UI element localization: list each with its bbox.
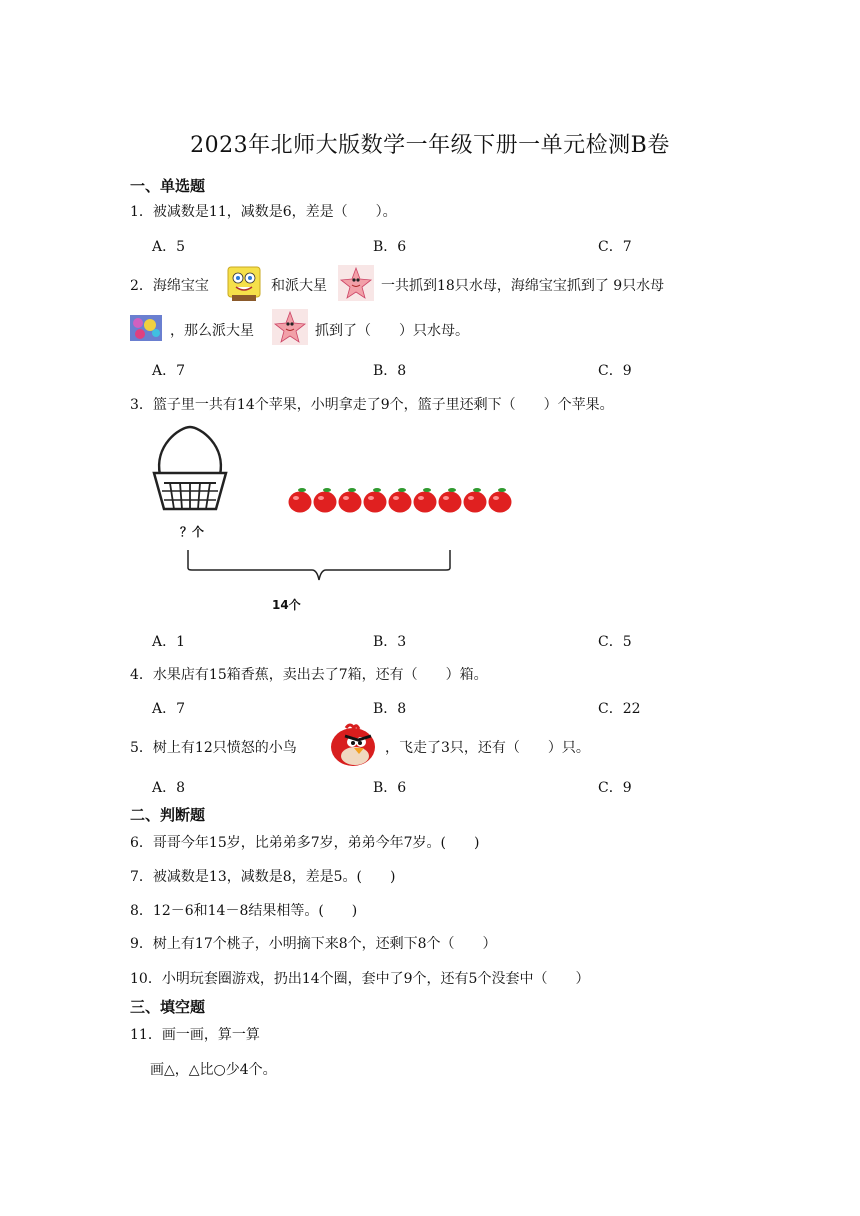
basket-unknown-label: ？个	[180, 525, 205, 539]
apple-icon	[439, 488, 462, 513]
q2-option-c[interactable]: C．9	[598, 363, 632, 379]
question-2-part5: 抓到了（ ）只水母。	[315, 323, 469, 339]
question-1: 1．被减数是11，减数是6，差是（ ）。	[130, 204, 397, 220]
apple-icon	[314, 488, 337, 513]
section-heading-true-false: 二、判断题	[130, 806, 206, 824]
apple-icon	[464, 488, 487, 513]
q4-option-a[interactable]: A．7	[152, 701, 186, 717]
apple-icon	[489, 488, 512, 513]
question-11-instruction: 画△，△比○少4个。	[150, 1062, 277, 1078]
q4-option-b[interactable]: B．8	[373, 701, 407, 717]
apple-icon	[414, 488, 437, 513]
question-2-part4: ，那么派大星	[170, 323, 254, 339]
patrick-star-image	[338, 265, 374, 301]
q2-option-b[interactable]: B．8	[373, 363, 407, 379]
q3-option-c[interactable]: C．5	[598, 634, 632, 650]
q5-option-c[interactable]: C．9	[598, 780, 632, 796]
apples-row	[288, 486, 514, 514]
q1-option-b[interactable]: B．6	[373, 239, 407, 255]
question-10: 10．小明玩套圈游戏，扔出14个圈，套中了9个，还有5个没套中（ ）	[130, 971, 590, 987]
q1-option-c[interactable]: C．7	[598, 239, 632, 255]
question-4: 4．水果店有15箱香蕉，卖出去了7箱，还有（ ）箱。	[130, 667, 488, 683]
question-5-part1: 5．树上有12只愤怒的小鸟	[130, 740, 297, 756]
q5-option-a[interactable]: A．8	[152, 780, 186, 796]
jellyfish-image	[130, 315, 162, 341]
total-apples-label: 14个	[272, 598, 301, 612]
page-title: 2023年北师大版数学一年级下册一单元检测B卷	[190, 133, 670, 158]
apple-icon	[364, 488, 387, 513]
spongebob-image	[224, 265, 264, 303]
q3-option-a[interactable]: A．1	[152, 634, 186, 650]
question-5-part2: ，飞走了3只，还有（ ）只。	[385, 740, 590, 756]
q1-option-a[interactable]: A．5	[152, 239, 186, 255]
q4-option-c[interactable]: C．22	[598, 701, 641, 717]
question-11: 11．画一画，算一算	[130, 1027, 260, 1043]
q3-option-b[interactable]: B．3	[373, 634, 407, 650]
patrick-star-image-2	[272, 309, 308, 345]
question-6: 6．哥哥今年15岁，比弟弟多7岁，弟弟今年7岁。( )	[130, 835, 480, 851]
question-8: 8．12－6和14－8结果相等。( )	[130, 903, 358, 919]
section-heading-single-choice: 一、单选题	[130, 177, 206, 195]
question-3: 3．篮子里一共有14个苹果，小明拿走了9个，篮子里还剩下（ ）个苹果。	[130, 397, 614, 413]
q2-option-a[interactable]: A．7	[152, 363, 186, 379]
q5-option-b[interactable]: B．6	[373, 780, 407, 796]
basket-image	[150, 425, 230, 515]
apple-icon	[389, 488, 412, 513]
question-7: 7．被减数是13，减数是8，差是5。( )	[130, 869, 396, 885]
question-2-part2: 和派大星	[271, 278, 327, 294]
apple-icon	[289, 488, 312, 513]
apple-icon	[339, 488, 362, 513]
total-bracket	[186, 548, 452, 584]
section-heading-fill-in: 三、填空题	[130, 998, 206, 1016]
question-2-part3: 一共抓到18只水母，海绵宝宝抓到了 9只水母	[381, 278, 665, 294]
question-9: 9．树上有17个桃子，小明摘下来8个，还剩下8个（ ）	[130, 936, 497, 952]
question-2-part1: 2．海绵宝宝	[130, 278, 209, 294]
angry-bird-image	[328, 722, 378, 768]
